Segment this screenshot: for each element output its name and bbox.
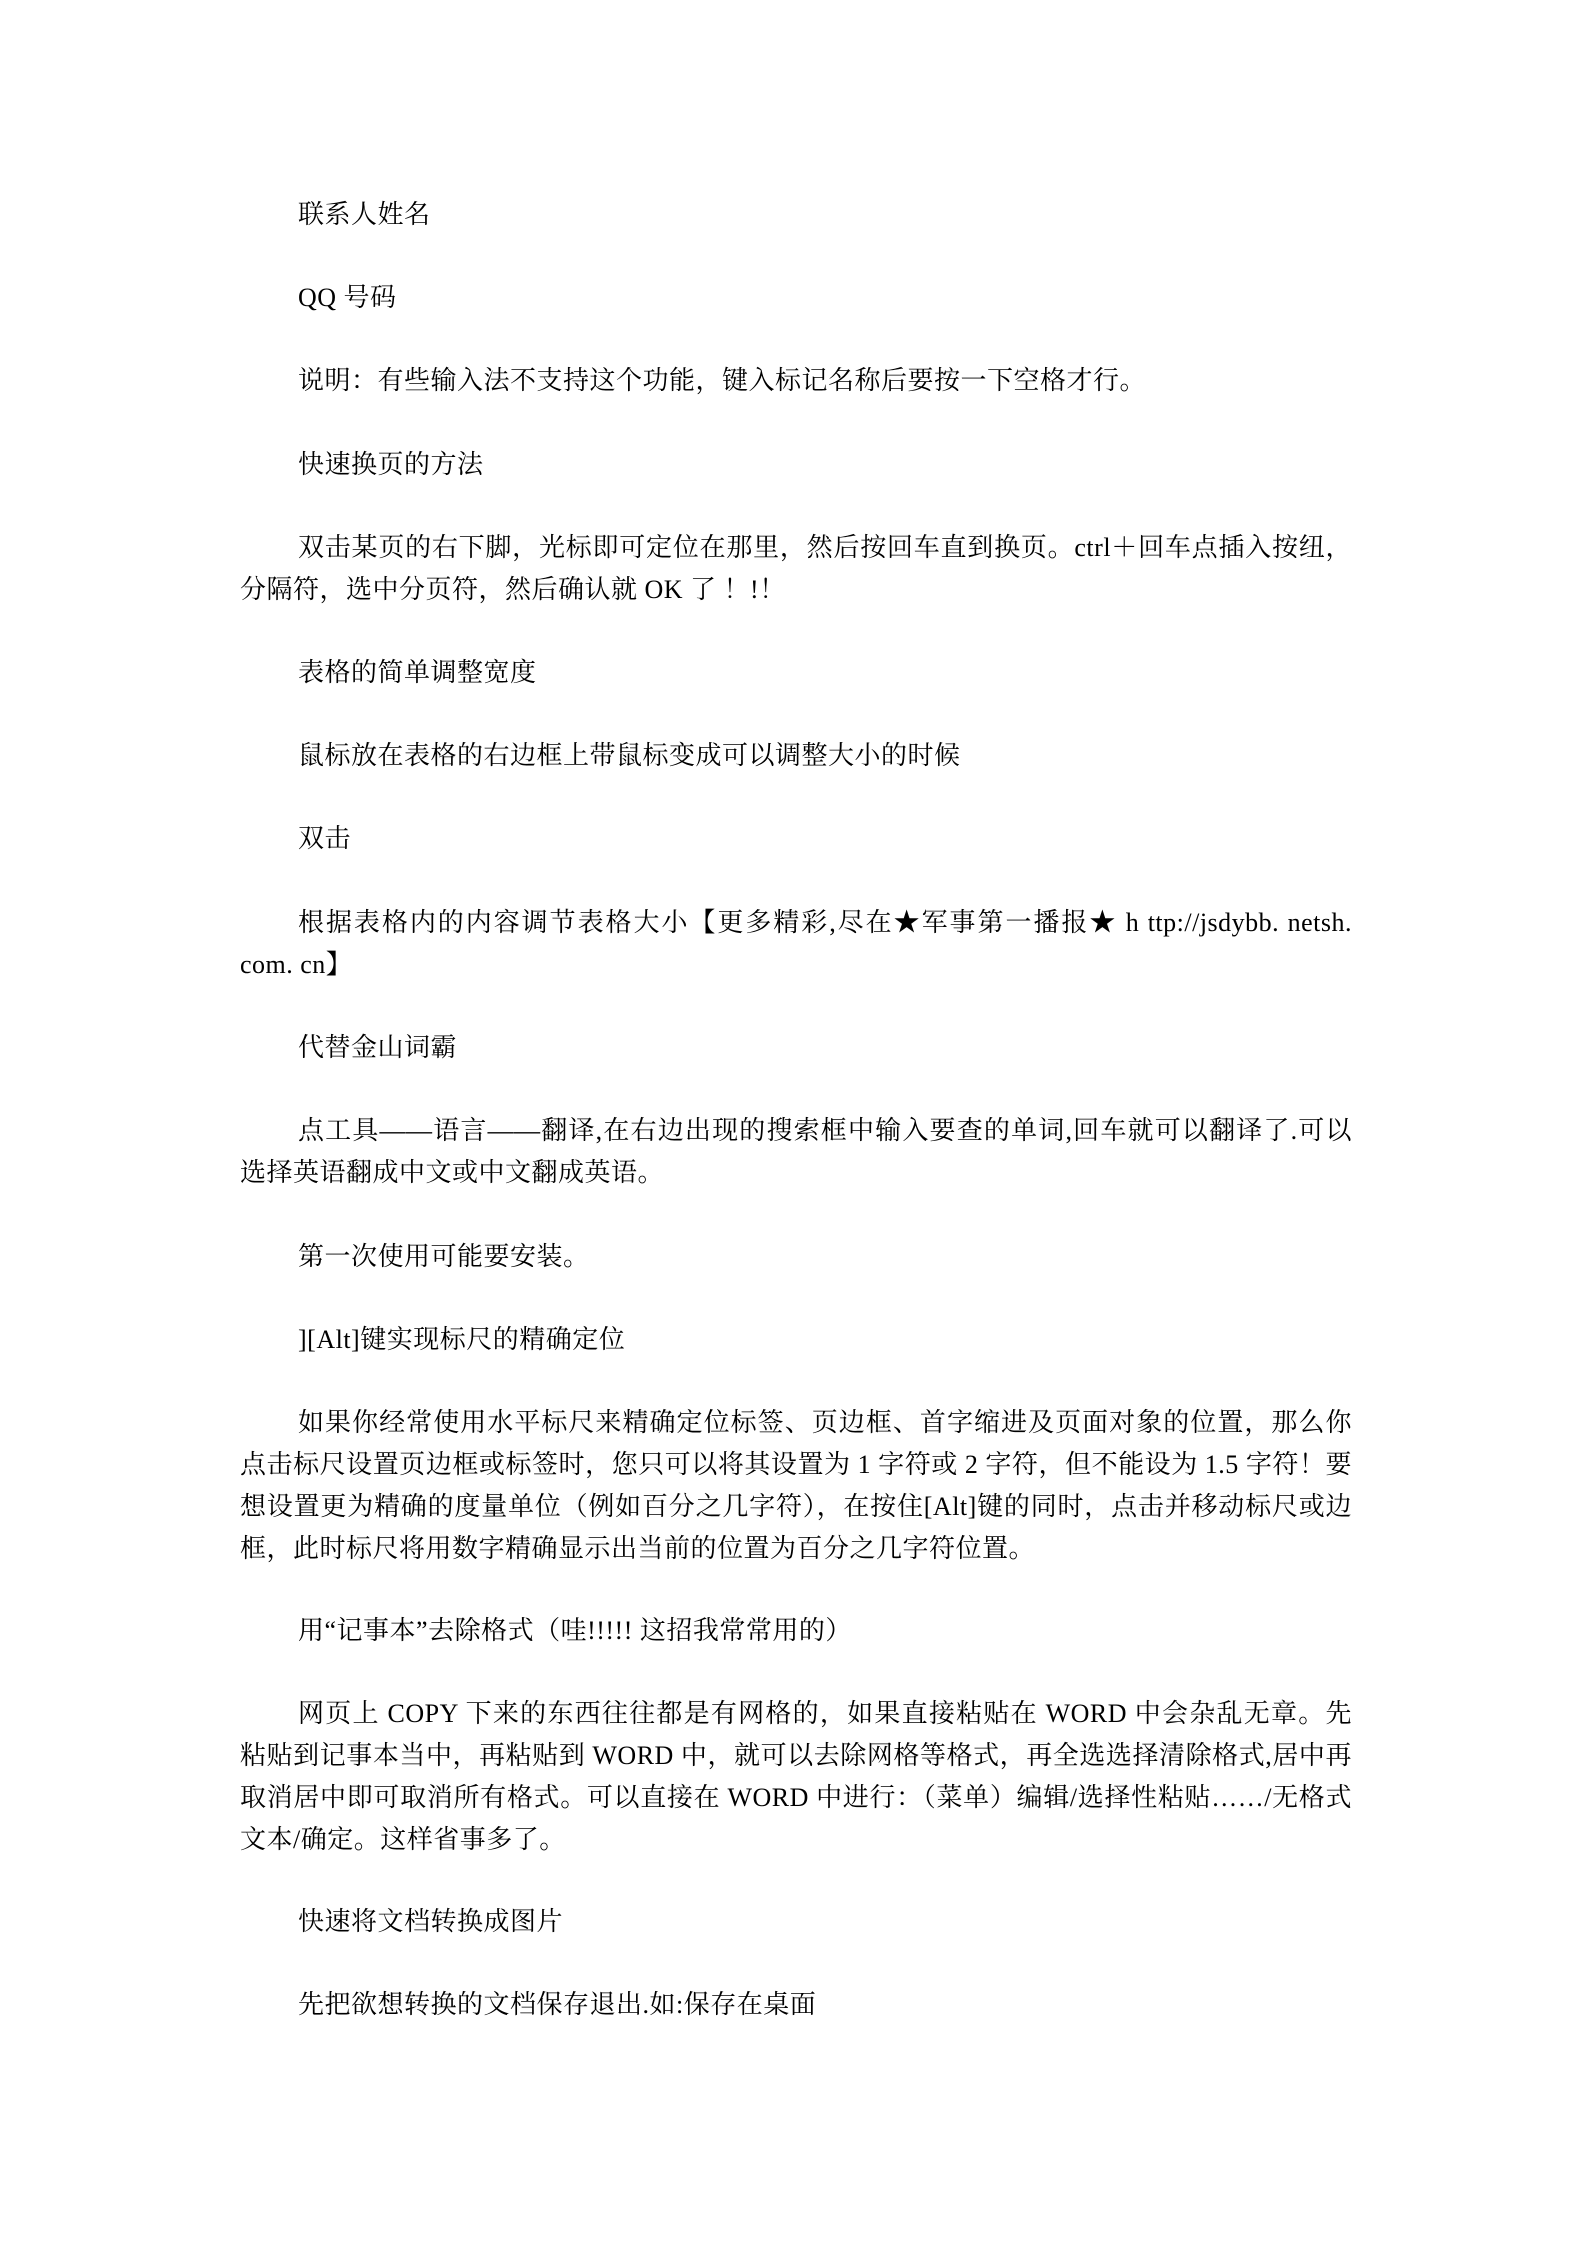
heading-replace-dictionary: 代替金山词霸 bbox=[298, 1033, 458, 1062]
paragraph-note: 说明：有些输入法不支持这个功能，键入标记名称后要按一下空格才行。 bbox=[298, 366, 1147, 395]
paragraph-notepad-detail: 网页上 COPY 下来的东西往往都是有网格的，如果直接粘贴在 WORD 中会杂乱无章。先粘贴到记事本当中，再粘贴到 WORD 中，就可以去除网格等格式，再全选选择清除格式,居中再取消居中即可取消所有格式。可以直接在 WORD 中进行：（菜单）编辑/选择性粘贴……/无格式文本/确定。这样省事多了。 bbox=[240, 1699, 1352, 1854]
paragraph-save-first: 先把欲想转换的文档保存退出.如:保存在桌面 bbox=[298, 1990, 817, 2019]
heading-alt-ruler: ][Alt]键实现标尺的精确定位 bbox=[298, 1325, 626, 1354]
paragraph-install-note: 第一次使用可能要安装。 bbox=[298, 1242, 590, 1271]
paragraph-page-break-method: 双击某页的右下脚，光标即可定位在那里，然后按回车直到换页。ctrl＋回车点插入按纽，分隔符，选中分页符，然后确认就 OK 了 ！!！ bbox=[240, 533, 1352, 604]
heading-quick-page-break: 快速换页的方法 bbox=[298, 450, 484, 479]
paragraph-qq-number: QQ 号码 bbox=[298, 283, 397, 312]
paragraph-contact-name: 联系人姓名 bbox=[298, 200, 431, 229]
paragraph-table-autofit: 根据表格内的内容调节表格大小【更多精彩,尽在★军事第一播报★ h ttp://jsdybb. netsh. com. cn】 bbox=[240, 908, 1352, 979]
paragraph-translate-tool: 点工具——语言——翻译,在右边出现的搜索框中输入要查的单词,回车就可以翻译了.可以选择英语翻成中文或中文翻成英语。 bbox=[240, 1116, 1352, 1187]
paragraph-table-border: 鼠标放在表格的右边框上带鼠标变成可以调整大小的时候 bbox=[298, 741, 961, 770]
heading-doc-to-image: 快速将文档转换成图片 bbox=[298, 1907, 564, 1936]
heading-notepad-strip-format: 用“记事本”去除格式（哇!!!!! 这招我常常用的） bbox=[298, 1616, 852, 1645]
paragraph-alt-ruler-detail: 如果你经常使用水平标尺来精确定位标签、页边框、首字缩进及页面对象的位置，那么你点击标尺设置页边框或标签时，您只可以将其设置为 1 字符或 2 字符，但不能设为 1.5 字符！要想设置更为精确的度量单位（例如百分之几字符），在按住[Alt]键的同时，点击并移动标尺或边框，此时标尺将用数字精确显示出当前的位置为百分之几字符位置。 bbox=[240, 1408, 1352, 1563]
paragraph-double-click: 双击 bbox=[298, 824, 352, 853]
heading-table-width: 表格的简单调整宽度 bbox=[298, 658, 537, 687]
